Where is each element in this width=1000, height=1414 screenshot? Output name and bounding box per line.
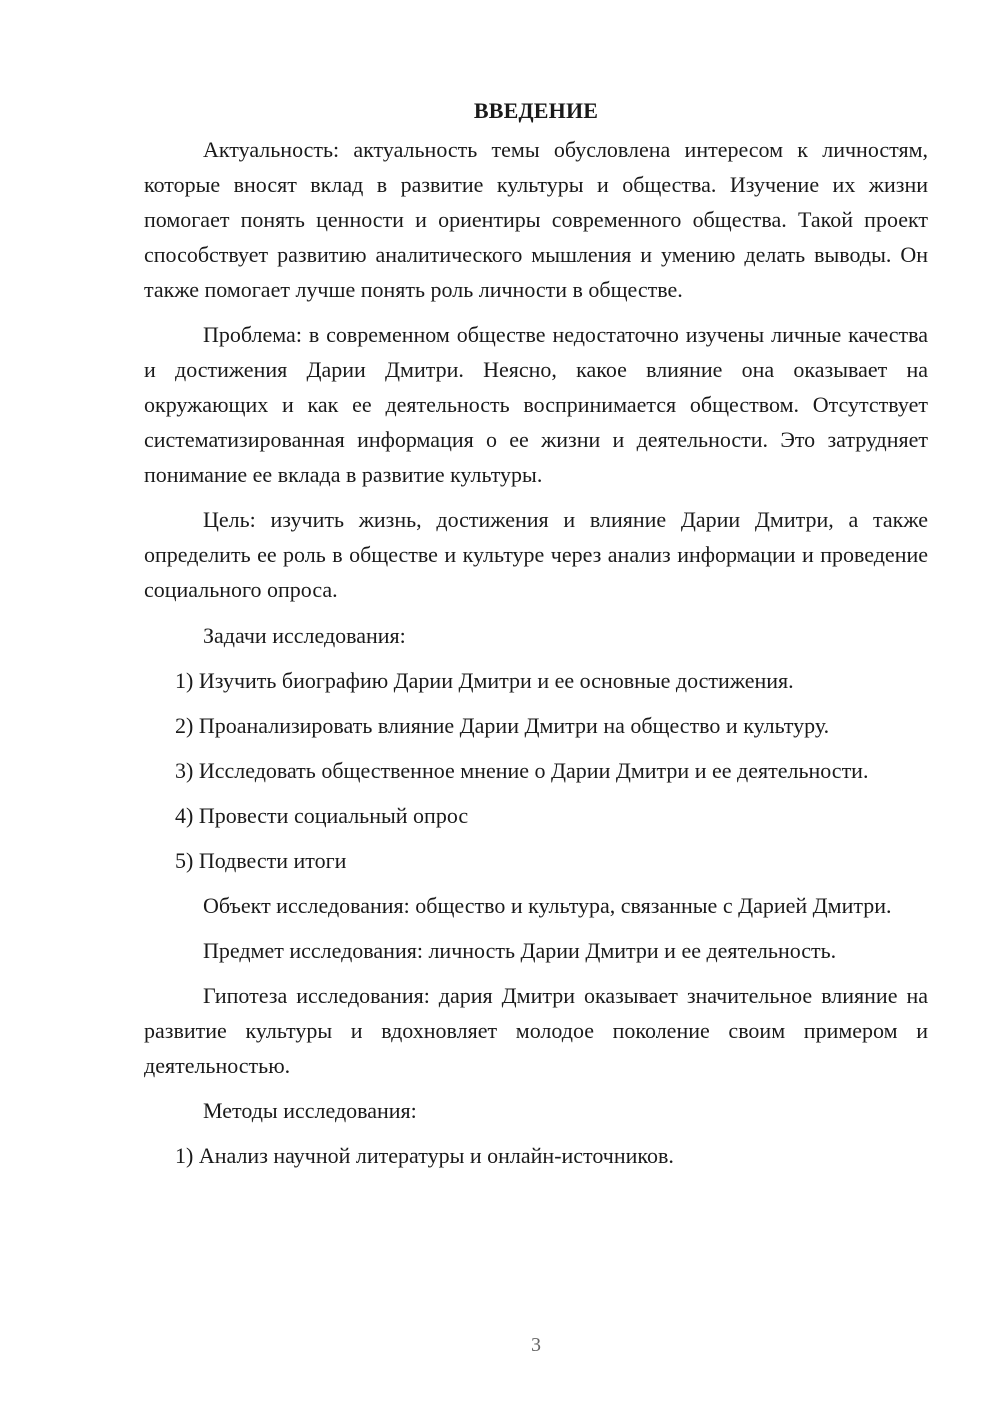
task-item-2: 2) Проанализировать влияние Дарии Дмитри на общество и культуру.	[175, 713, 830, 738]
task-item-3: 3) Исследовать общественное мнение о Дарии Дмитри и ее деятельности.	[175, 758, 869, 783]
problem-paragraph: Проблема: в современном обществе недостаточно изучены личные качества и достижения Дарии Дмитри. Неясно, какое влияние она оказывает на окружающих и как ее деятельность воспринимается обществом. Отсутствует систематизированная информация о ее жизни и деятельности. Это затрудняет понимание ее вклада в развитие культуры.	[144, 322, 928, 487]
subject-paragraph: Предмет исследования: личность Дарии Дмитри и ее деятельность.	[203, 938, 837, 963]
task-item-1: 1) Изучить биографию Дарии Дмитри и ее основные достижения.	[175, 668, 794, 693]
document-body	[144, 94, 928, 1173]
task-item-5: 5) Подвести итоги	[175, 848, 347, 873]
hypothesis-paragraph: Гипотеза исследования: дария Дмитри оказывает значительное влияние на развитие культуры и вдохновляет молодое поколение своим примером и деятельностью.	[144, 983, 928, 1078]
object-paragraph: Объект исследования: общество и культура, связанные с Дарией Дмитри.	[203, 893, 892, 918]
task-item-4: 4) Провести социальный опрос	[175, 803, 469, 828]
methods-heading: Методы исследования:	[203, 1098, 417, 1123]
page-title: ВВЕДЕНИЕ	[473, 98, 599, 123]
method-item-1: 1) Анализ научной литературы и онлайн-источников.	[175, 1143, 674, 1168]
goal-paragraph: Цель: изучить жизнь, достижения и влияние Дарии Дмитри, а также определить ее роль в обществе и культуре через анализ информации и проведение социального опроса.	[144, 507, 928, 602]
page-number: 3	[531, 1334, 541, 1356]
tasks-heading: Задачи исследования:	[203, 623, 406, 648]
relevance-paragraph: Актуальность: актуальность темы обусловлена интересом к личностям, которые вносят вклад в развитие культуры и общества. Изучение их жизни помогает понять ценности и ориентиры современного общества. Такой проект способствует развитию аналитического мышления и умению делать выводы. Он также помогает лучше понять роль личности в обществе.	[144, 137, 928, 302]
